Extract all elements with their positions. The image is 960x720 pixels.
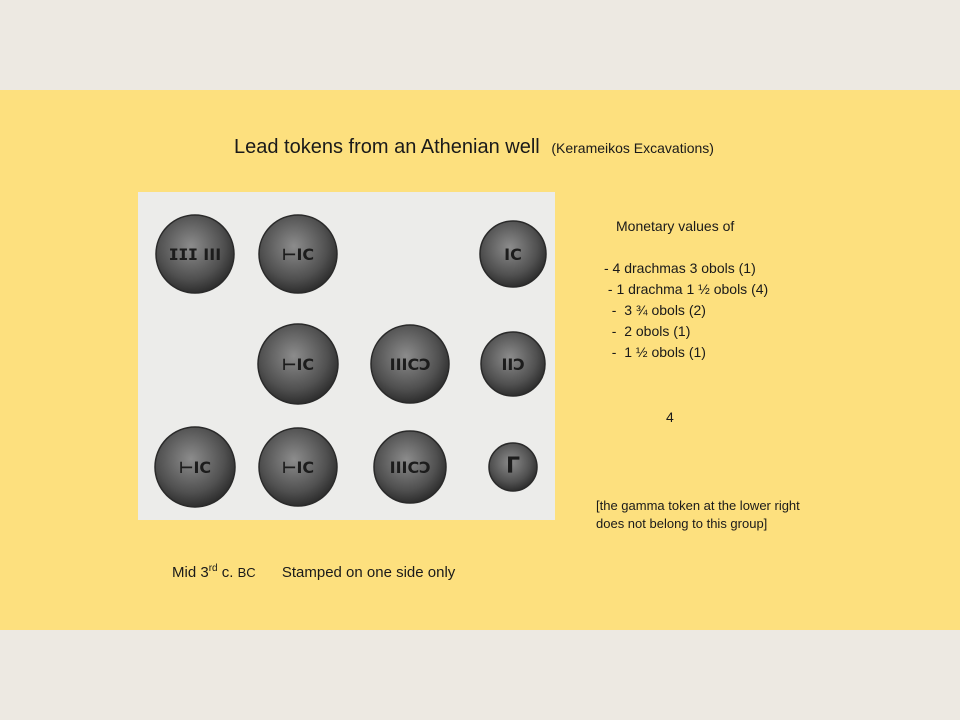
gamma-note: [the gamma token at the lower right does not belong to this group] xyxy=(596,498,800,531)
token-mark: IIICϽ xyxy=(389,355,431,374)
date-prefix: Mid 3 xyxy=(172,564,209,581)
token-mark: ⊢IC xyxy=(281,355,315,374)
date-suffix: c. xyxy=(217,564,238,581)
token-mark: ⊢IC xyxy=(178,458,212,477)
lead-token xyxy=(259,215,337,293)
date-sup: rd xyxy=(208,563,218,574)
value-row: - 1 drachma 1 ½ obols (4) xyxy=(604,281,769,297)
title-sub: (Kerameikos Excavations) xyxy=(551,140,714,156)
monetary-values xyxy=(604,216,844,363)
value-row: - 4 drachmas 3 obols (1) xyxy=(604,260,756,276)
top-frame xyxy=(0,0,960,90)
lead-token xyxy=(489,443,537,491)
date-caption xyxy=(172,563,455,581)
lead-token xyxy=(374,431,446,503)
title-main: Lead tokens from an Athenian well xyxy=(234,136,540,158)
lead-token xyxy=(258,324,338,404)
token-mark: IC xyxy=(504,245,522,264)
value-row: - 3 ¾ obols (2) xyxy=(604,302,706,318)
lead-token xyxy=(259,428,337,506)
lead-token xyxy=(155,427,235,507)
lead-token xyxy=(480,221,546,287)
token-photo xyxy=(138,192,555,520)
token-mark: ⊢IC xyxy=(281,458,315,477)
value-row: - 2 obols (1) xyxy=(604,323,691,339)
slide-title xyxy=(234,136,714,159)
page-number: 4 xyxy=(666,409,674,425)
value-row: - 1 ½ obols (1) xyxy=(604,344,706,360)
values-heading: Monetary values of xyxy=(616,218,735,234)
slide xyxy=(0,90,960,630)
token-mark: IIϽ xyxy=(501,355,525,374)
token-mark: ⊢IC xyxy=(281,245,315,264)
token-mark: Γ xyxy=(505,454,521,479)
date-era: BC xyxy=(237,565,256,580)
bottom-frame xyxy=(0,630,960,720)
lead-token xyxy=(481,332,545,396)
token-mark: IIICϽ xyxy=(389,458,431,477)
lead-token xyxy=(156,215,234,293)
token-photo-svg xyxy=(138,192,555,520)
token-mark: ⵊⵊⵊ III xyxy=(168,245,222,264)
stamp-note: Stamped on one side only xyxy=(281,564,456,581)
lead-token xyxy=(371,325,449,403)
